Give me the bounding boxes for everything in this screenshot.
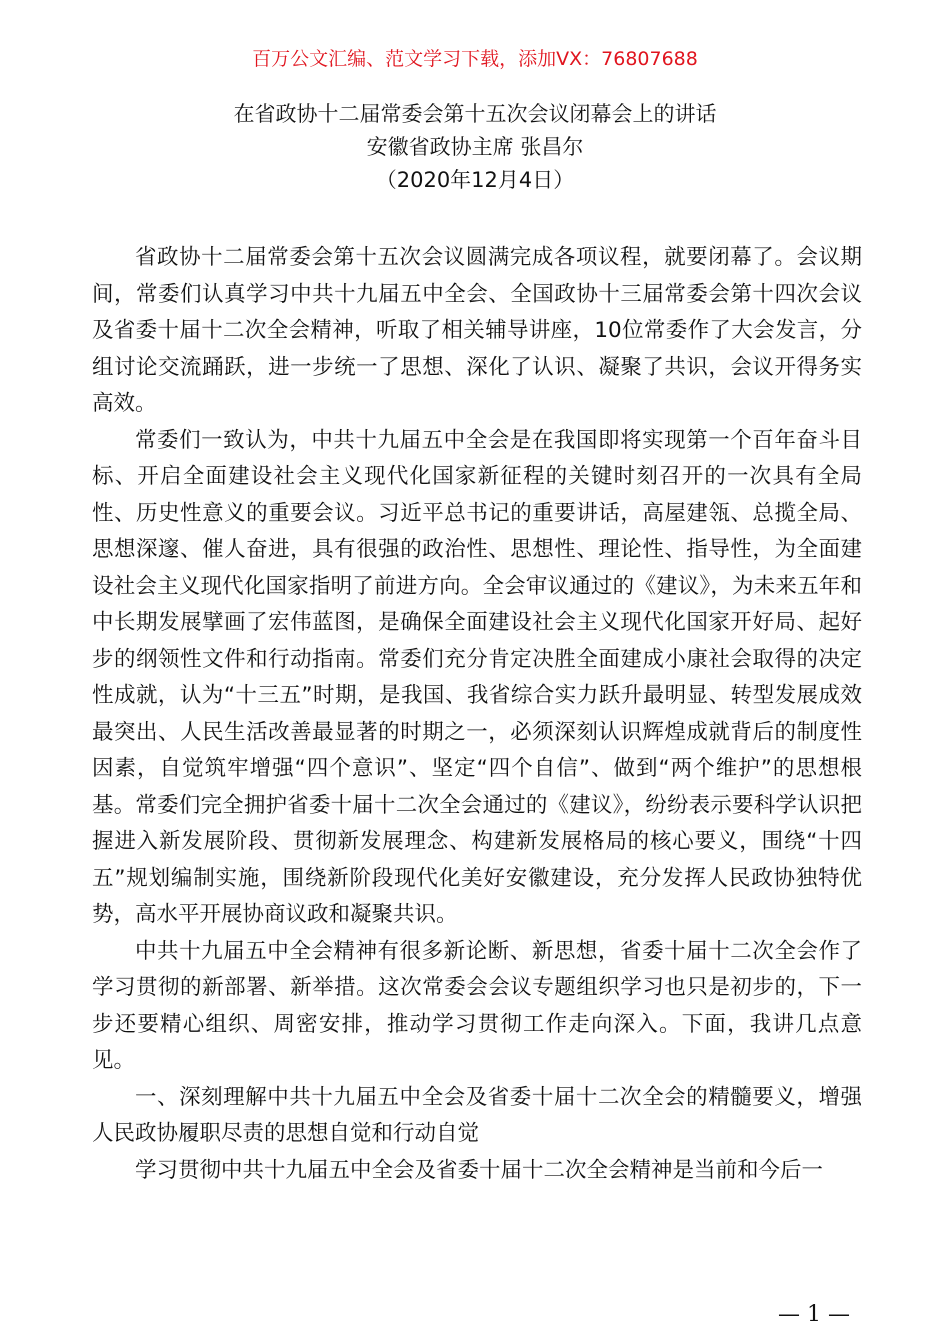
paragraph-3: 中共十九届五中全会精神有很多新论断、新思想，省委十届十二次全会作了学习贯彻的新部署、新举措。这次常委会会议专题组织学习也只是初步的，下一步还要精心组织、周密安排，推动学习贯彻工作走向深入。下面，我讲几点意见。: [92, 938, 862, 1073]
document-body: [92, 240, 862, 1189]
paragraph-4: 学习贯彻中共十九届五中全会及省委十届十二次全会精神是当前和今后一: [135, 1157, 824, 1183]
document-header: [0, 98, 950, 197]
paragraph-2: 常委们一致认为，中共十九届五中全会是在我国即将实现第一个百年奋斗目标、开启全面建设社会主义现代化国家新征程的关键时刻召开的一次具有全局性、历史性意义的重要会议。习近平总书记的重要讲话，高屋建瓴、总揽全局、思想深邃、催人奋进，具有很强的政治性、思想性、理论性、指导性，为全面建设社会主义现代化国家指明了前进方向。全会审议通过的《建议》，为未来五年和中长期发展擘画了宏伟蓝图，是确保全面建设社会主义现代化国家开好局、起好步的纲领性文件和行动指南。常委们充分肯定决胜全面建成小康社会取得的决定性成就，认为“十三五”时期，是我国、我省综合实力跃升最明显、转型发展成效最突出、人民生活改善最显著的时期之一，必须深刻认识辉煌成就背后的制度性因素，自觉筑牢增强“四个意识”、坚定“四个自信”、做到“两个维护”的思想根基。常委们完全拥护省委十届十二次全会通过的《建议》，纷纷表示要科学认识把握进入新发展阶段、贯彻新发展理念、构建新发展格局的核心要义，围绕“十四五”规划编制实施，围绕新阶段现代化美好安徽建设，充分发挥人民政协独特优势，高水平开展协商议政和凝聚共识。: [92, 427, 862, 927]
page-number: — 1 —: [778, 1302, 850, 1327]
speaker-line: 安徽省政协主席 张昌尔: [366, 135, 584, 159]
watermark-banner: 百万公文汇编、范文学习下载，添加VX：76807688: [252, 48, 698, 70]
speech-date: （2020年12月4日）: [375, 168, 575, 192]
speech-title: 在省政协十二届常委会第十五次会议闭幕会上的讲话: [233, 102, 717, 126]
paragraph-1: 省政协十二届常委会第十五次会议圆满完成各项议程，就要闭幕了。会议期间，常委们认真学习中共十九届五中全会、全国政协十三届常委会第十四次会议及省委十届十二次全会精神，听取了相关辅导讲座，10位常委作了大会发言，分组讨论交流踊跃，进一步统一了思想、深化了认识、凝聚了共识，会议开得务实高效。: [92, 245, 862, 416]
section-heading-1: 一、深刻理解中共十九届五中全会及省委十届十二次全会的精髓要义，增强人民政协履职尽责的思想自觉和行动自觉: [92, 1084, 862, 1146]
